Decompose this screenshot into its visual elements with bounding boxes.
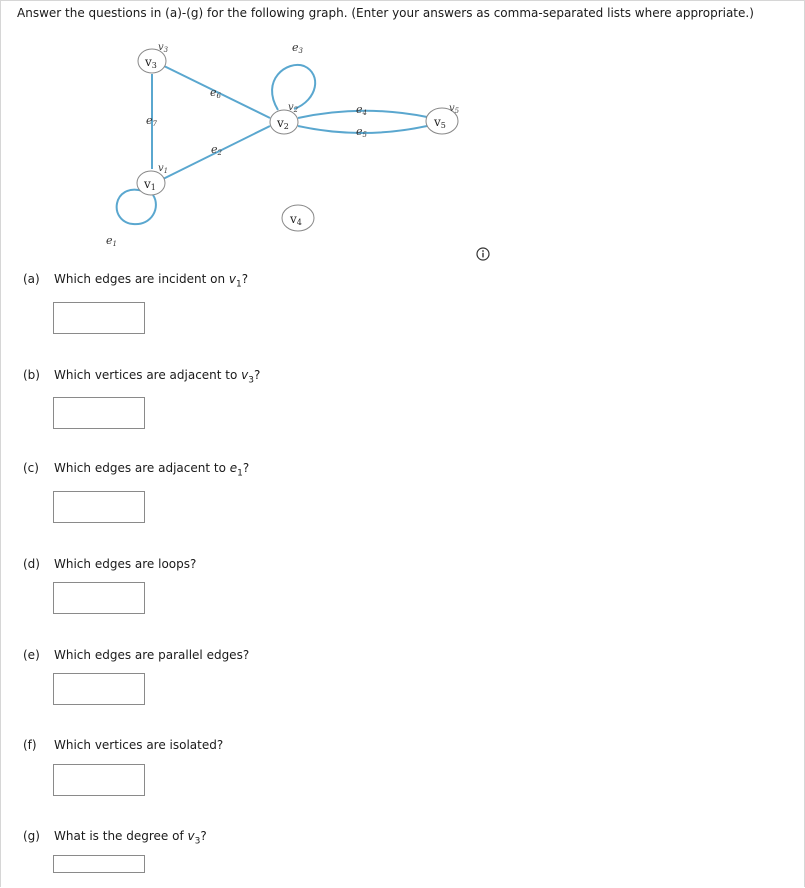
answer-input-f[interactable] (53, 764, 145, 796)
question-a: (a) Which edges are incident on $v_1$? (23, 272, 249, 290)
answer-input-e[interactable] (53, 673, 145, 705)
question-e: (e) Which edges are parallel edges? (23, 648, 250, 662)
edge-label-e3: e3 (292, 41, 303, 55)
vertex-hint-v2: $v_2$ (288, 102, 299, 114)
vertex-label-v5: v5 (434, 115, 446, 130)
vertex-label-v3: v3 (145, 55, 157, 70)
vertex-label-v2: v2 (277, 116, 289, 131)
vertex-label-v1: v1 (144, 177, 156, 192)
question-c: (c) Which edges are adjacent to $e_1$? (23, 461, 250, 479)
edge-label-e5: e5 (356, 125, 367, 139)
answer-input-d[interactable] (53, 582, 145, 614)
instructions: Answer the questions in (a)-(g) for the following graph. (Enter your answers as comma-separated lists where appropriate.) (17, 6, 754, 20)
vertex-hint-v3: $v_3$ (158, 42, 169, 54)
question-g: (g) What is the degree of $v_3$? (23, 829, 207, 847)
answer-input-c[interactable] (53, 491, 145, 523)
question-f: (f) Which vertices are isolated? (23, 738, 224, 752)
edge-label-e6: e6 (210, 86, 221, 100)
vertex-hint-v1: $v_1$ (158, 163, 169, 175)
question-d: (d) Which edges are loops? (23, 557, 197, 571)
edge-label-e7: e7 (146, 114, 157, 128)
edge-label-e1: e1 (106, 234, 117, 248)
answer-input-a[interactable] (53, 302, 145, 334)
question-b: (b) Which vertices are adjacent to $v_3$? (23, 368, 261, 386)
info-icon[interactable] (476, 247, 490, 261)
vertex-hint-v5: $v_5$ (449, 103, 460, 115)
answer-input-b[interactable] (53, 397, 145, 429)
graph-diagram (0, 0, 805, 270)
answer-input-g[interactable] (53, 855, 145, 873)
edge-label-e2: e2 (211, 143, 222, 157)
vertex-label-v4: v4 (290, 212, 302, 227)
edge-label-e4: e4 (356, 103, 367, 117)
